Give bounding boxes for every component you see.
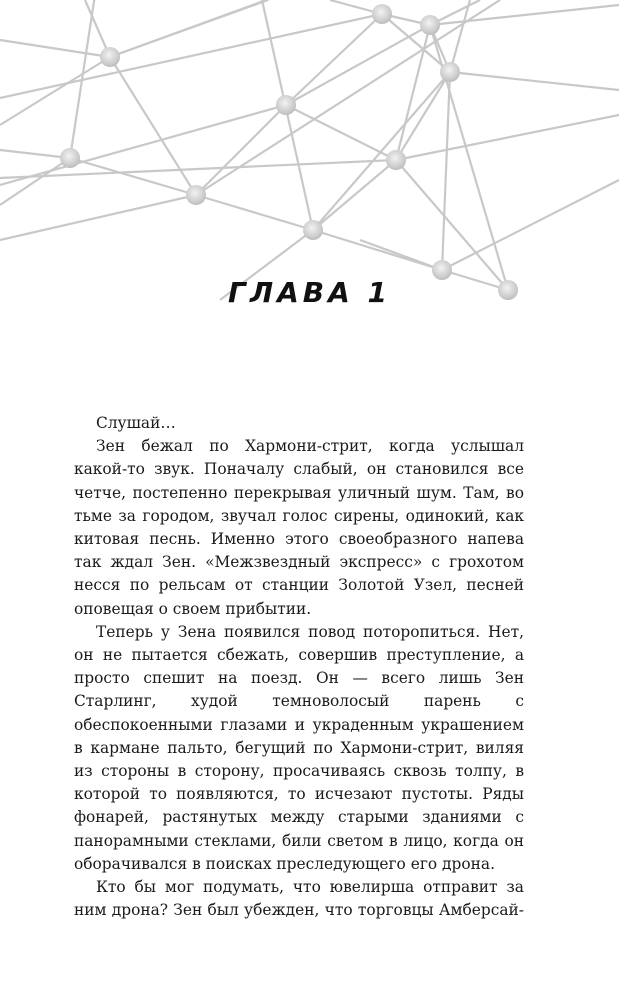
network-node [372,4,392,24]
network-node [386,150,406,170]
network-node [303,220,323,240]
paragraph: Кто бы мог подумать, что ювелирша отправит за ним дрона? Зен был убежден, что торговцы Амберсай- [74,878,524,920]
paragraph: Зен бежал по Хармони-стрит, когда услышал какой-то звук. Поначалу слабый, он становился все четче, постепенно перекрывая уличный шум. Там, во тьме за городом, звучал голос сирены, одинокий, как китовая песнь. Именно этого своеобразного напева так ждал Зен. «Межзвездный экспресс» с грохотом несся по рельсам от станции Золотой Узел, песней оповещая о своем прибытии. [74,437,524,618]
body-text [74,412,524,922]
paragraph: Слушай… [96,414,176,432]
network-nodes [60,4,518,300]
network-decoration [0,0,619,310]
network-lines [0,0,619,300]
chapter-title: ГЛАВА 1 [227,276,391,309]
network-node [100,47,120,67]
paragraph: Теперь у Зена появился повод поторопиться. Нет, он не пытается сбежать, совершив преступление, а просто спешит на поезд. Он — всего лишь Зен Старлинг, худой темноволосый парень с обеспокоенными глазами и украденным украшением в кармане пальто, бегущий по Хармони-стрит, виляя из стороны в сторону, просачиваясь сквозь толпу, в которой то появляются, то исчезают пустоты. Ряды фонарей, растянутых между старыми зданиями с панорамными стеклами, били светом в лицо, когда он оборачивался в поисках преследующего его дрона. [74,622,524,873]
network-node [420,15,440,35]
network-node [276,95,296,115]
network-node [186,185,206,205]
network-node [440,62,460,82]
network-node [60,148,80,168]
